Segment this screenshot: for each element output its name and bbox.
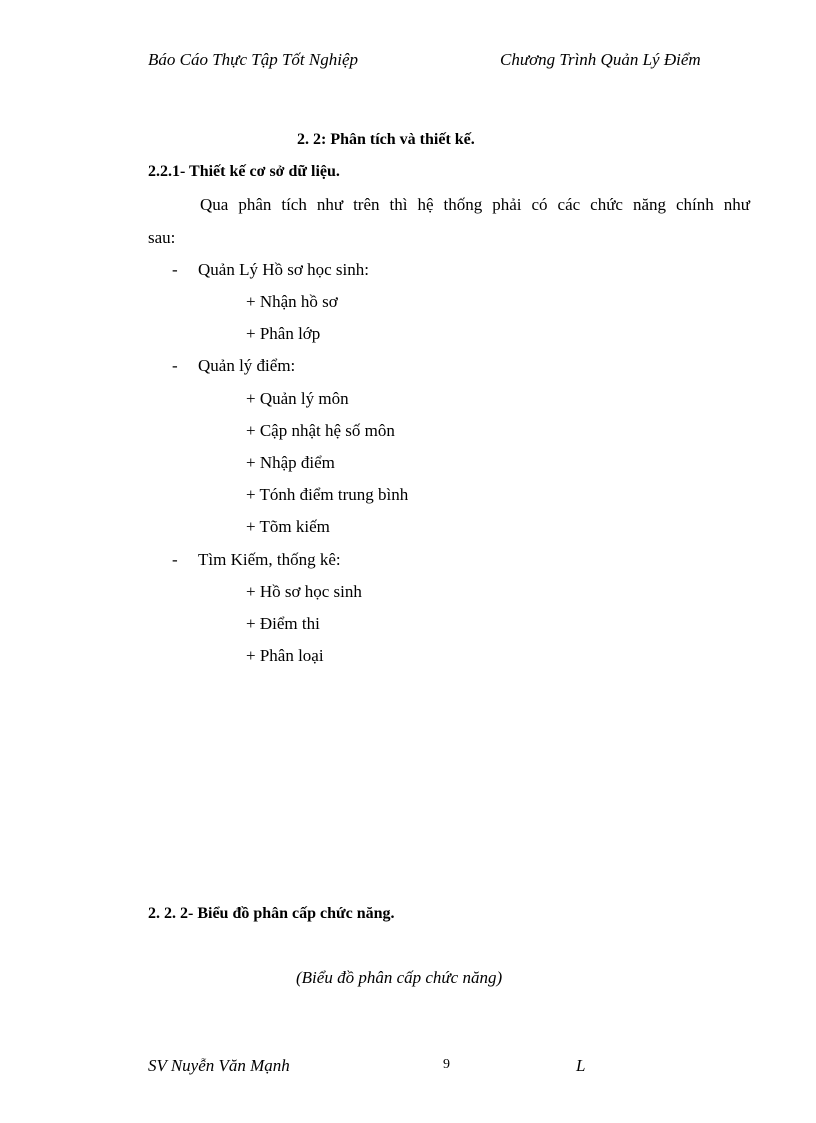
section-title: 2. 2: Phân tích và thiết kế. [297,131,475,148]
subsection-title-1: 2.2.1- Thiết kế cơ sở dữ liệu. [148,163,340,180]
diagram-caption: (Biểu đồ phân cấp chức năng) [296,968,503,987]
list-item: + Tónh điểm trung bình [246,485,409,504]
list-item: + Điểm thi [246,614,320,633]
header-left: Báo Cáo Thực Tập Tốt Nghiệp [148,50,358,69]
intro-paragraph-line2: sau: [148,228,176,247]
header-right: Chương Trình Quản Lý Điểm [500,50,701,69]
list-bullet: - [172,550,178,569]
list-item: + Quản lý môn [246,389,349,408]
footer-author: SV Nuyễn Văn Mạnh [148,1056,290,1075]
list-item: + Phân lớp [246,324,321,343]
group-label: Quản Lý Hồ sơ học sinh: [198,260,369,279]
footer-right: L [576,1056,586,1075]
list-item: + Nhận hồ sơ [246,292,338,311]
list-item: + Hồ sơ học sinh [246,582,362,601]
list-bullet: - [172,356,178,375]
subsection-title-2: 2. 2. 2- Biểu đồ phân cấp chức năng. [148,905,395,922]
page-number: 9 [443,1057,450,1072]
list-item: + Cập nhật hệ số môn [246,421,395,440]
list-item: + Tõm kiếm [246,517,330,536]
list-bullet: - [172,260,178,279]
group-label: Tìm Kiếm, thống kê: [198,550,341,569]
list-item: + Phân loại [246,646,324,665]
group-label: Quản lý điểm: [198,356,296,375]
intro-paragraph-line1: Qua phân tích như trên thì hệ thống phải có các chức năng chính như [200,195,750,214]
list-item: + Nhập điểm [246,453,335,472]
